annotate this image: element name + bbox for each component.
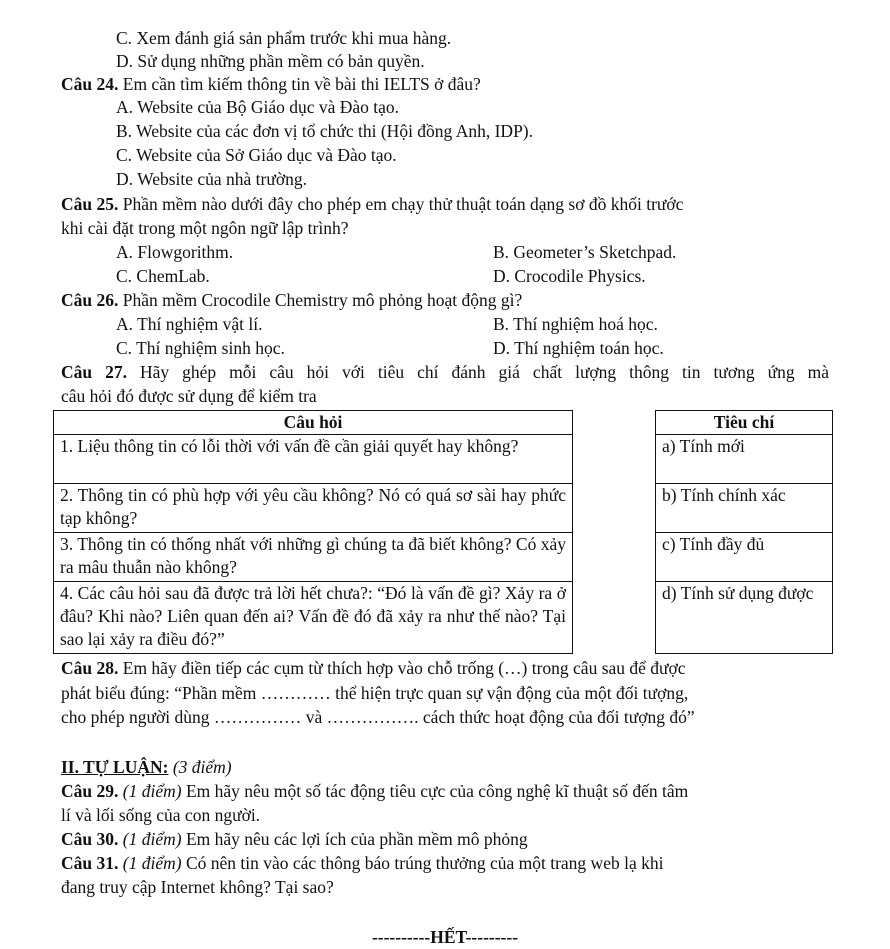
option-a: A. Thí nghiệm vật lí. <box>116 314 263 334</box>
option-a: A. Flowgorithm. <box>116 242 234 262</box>
question-text: Hãy ghép mỗi câu hỏi với tiêu chí đánh giá chất lượng thông tin tương ứng mà <box>127 362 829 382</box>
question-31 <box>61 852 663 875</box>
question-text-cont: phát biểu đúng: “Phần mềm ………… thể hiện trực quan sự vận động của một đối tượng, <box>61 683 689 703</box>
question-text: Em hãy nêu các lợi ích của phần mềm mô phỏng <box>181 829 528 849</box>
question-25 <box>61 193 683 216</box>
question-text-cont: đang truy cập Internet không? Tại sao? <box>61 877 334 897</box>
question-24 <box>61 73 481 96</box>
column-header-question: Câu hỏi <box>54 411 573 435</box>
question-label: Câu 30. <box>61 829 119 849</box>
table-row: b) Tính chính xác <box>656 484 833 533</box>
question-label: Câu 27. <box>61 362 127 382</box>
question-26 <box>61 289 522 312</box>
question-points: (1 điểm) <box>118 781 182 801</box>
option-c: C. Website của Sở Giáo dục và Đào tạo. <box>116 145 397 165</box>
table-row: a) Tính mới <box>656 435 833 484</box>
option-b: B. Geometer’s Sketchpad. <box>493 242 677 262</box>
question-text: Phần mềm Crocodile Chemistry mô phỏng hoạt động gì? <box>118 290 523 310</box>
question-label: Câu 31. <box>61 853 119 873</box>
section-points: (3 điểm) <box>168 757 232 777</box>
table-row: 2. Thông tin có phù hợp với yêu cầu không? Nó có quá sơ sài hay phức tạp không? <box>54 484 573 533</box>
question-text-cont: cho phép người dùng …………… và ……………. cách thức hoạt động của đối tượng đó” <box>61 707 695 727</box>
question-29 <box>61 780 688 803</box>
option-c: C. Thí nghiệm sinh học. <box>116 338 285 358</box>
column-header-criteria: Tiêu chí <box>656 411 833 435</box>
question-points: (1 điểm) <box>118 853 182 873</box>
option-d: D. Website của nhà trường. <box>116 169 307 189</box>
question-text: Em cần tìm kiếm thông tin về bài thi IELTS ở đâu? <box>118 74 481 94</box>
option-c: C. ChemLab. <box>116 266 210 286</box>
section-heading <box>61 756 232 779</box>
question-28 <box>61 657 686 680</box>
question-text: Có nên tin vào các thông báo trúng thưởng của một trang web lạ khi <box>181 853 664 873</box>
option-d-prev: D. Sử dụng những phần mềm có bản quyền. <box>116 51 425 71</box>
question-text: Em hãy nêu một số tác động tiêu cực của công nghệ kĩ thuật số đến tâm <box>181 781 689 801</box>
option-b: B. Thí nghiệm hoá học. <box>493 314 658 334</box>
table-row: c) Tính đầy đủ <box>656 533 833 582</box>
question-label: Câu 24. <box>61 74 119 94</box>
question-30 <box>61 828 528 851</box>
table-row: 4. Các câu hỏi sau đã được trả lời hết chưa?: “Đó là vấn đề gì? Xảy ra ở đâu? Khi nào? Liên quan đến ai? Vấn đề đó đã xảy ra như thế nào? Tại sao lại xảy ra điều đó?” <box>54 582 573 654</box>
end-marker: ----------HẾT--------- <box>371 927 519 947</box>
question-text-cont: khi cài đặt trong một ngôn ngữ lập trình? <box>61 218 349 238</box>
question-27 <box>61 361 829 384</box>
option-d: D. Crocodile Physics. <box>493 266 646 286</box>
option-d: D. Thí nghiệm toán học. <box>493 338 664 358</box>
question-label: Câu 29. <box>61 781 119 801</box>
question-label: Câu 28. <box>61 658 119 678</box>
option-a: A. Website của Bộ Giáo dục và Đào tạo. <box>116 97 400 117</box>
section-title: II. TỰ LUẬN: <box>61 757 169 777</box>
table-row: 3. Thông tin có thống nhất với những gì chúng ta đã biết không? Có xảy ra mâu thuẫn nào không? <box>54 533 573 582</box>
question-text-cont: câu hỏi đó được sử dụng để kiểm tra <box>61 386 317 406</box>
option-c-prev: C. Xem đánh giá sản phẩm trước khi mua hàng. <box>116 28 452 48</box>
question-text: Phần mềm nào dưới đây cho phép em chạy thử thuật toán dạng sơ đồ khối trước <box>118 194 684 214</box>
table-row: d) Tính sử dụng được <box>656 582 833 654</box>
table-row: 1. Liệu thông tin có lỗi thời với vấn đề cần giải quyết hay không? <box>54 435 573 484</box>
question-points: (1 điểm) <box>118 829 182 849</box>
criteria-table <box>655 410 833 654</box>
option-b: B. Website của các đơn vị tổ chức thi (Hội đồng Anh, IDP). <box>116 121 534 141</box>
question-label: Câu 26. <box>61 290 119 310</box>
questions-table <box>53 410 573 654</box>
question-text-cont: lí và lối sống của con người. <box>61 805 261 825</box>
question-text: Em hãy điền tiếp các cụm từ thích hợp vào chỗ trống (…) trong câu sau để được <box>118 658 686 678</box>
question-label: Câu 25. <box>61 194 119 214</box>
